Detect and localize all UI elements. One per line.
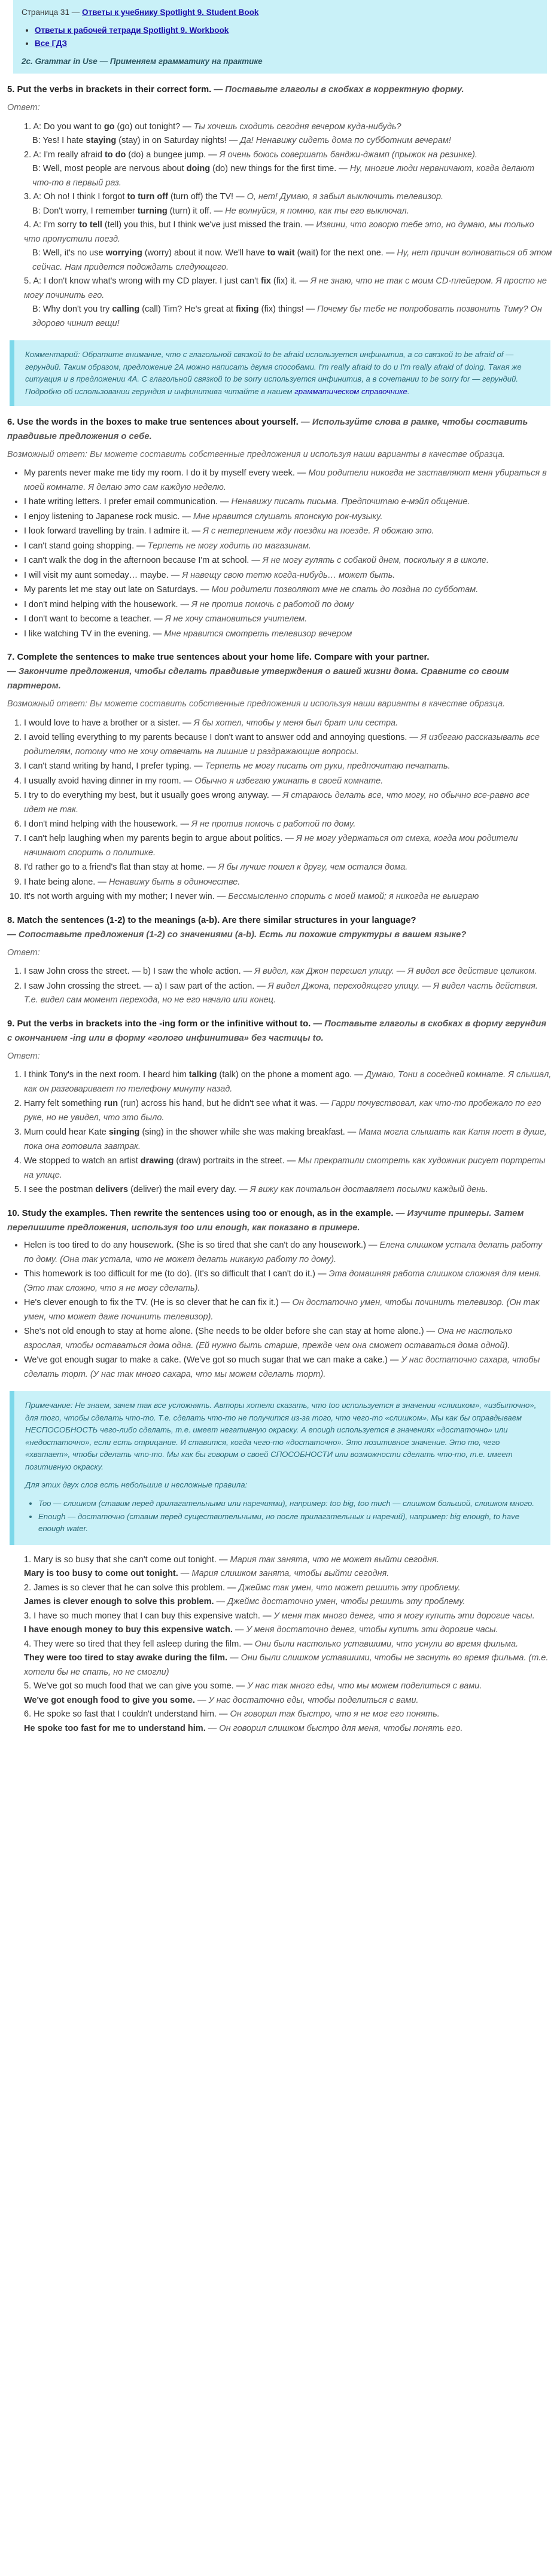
translation: Мне нравится слушать японскую рок-музыку.: [193, 511, 383, 522]
ex9-item: [24, 1154, 553, 1182]
item-text: (stay) in on Saturday nights! —: [116, 136, 241, 146]
ex10-answer: [24, 1651, 553, 1679]
translation: Мои родители позволяют мне не спать до поздна по субботам.: [211, 585, 479, 595]
item-text: It's not worth arguing with my mother; I never win. —: [24, 892, 229, 902]
ex6-item: [24, 569, 553, 583]
ex7-item: [24, 775, 553, 788]
item-text: 5. We've got so much food that we can give you some. —: [24, 1681, 248, 1691]
item-text: (worry) about it now. We'll have: [142, 248, 267, 258]
item-text: I'd rather go to a friend's flat than stay at home. —: [24, 862, 218, 873]
ex7-item: [24, 876, 553, 889]
ex10-answers: [7, 1553, 553, 1736]
answer-sentence: He spoke too fast for me to understand him.: [24, 1723, 206, 1733]
answer-sentence: Mary is too busy to come out tonight.: [24, 1569, 178, 1579]
translation: Я вижу как почтальон доставляет посылки каждый день.: [249, 1185, 488, 1195]
answer-label: Ответ:: [7, 103, 40, 113]
item-text: 1. A: Do you want to: [24, 121, 104, 132]
ex6-item: [24, 612, 553, 626]
ex6-answers: [7, 467, 553, 641]
ex6-intro: Возможный ответ: Вы можете составить собственные предложения и используя наши варианты в качестве образца.: [7, 449, 506, 459]
ex5-item: [24, 190, 553, 204]
ex6-item: [24, 495, 553, 509]
all-gdz-link[interactable]: Все ГДЗ: [35, 38, 68, 48]
answer-word: calling: [112, 304, 140, 315]
item-text: I will visit my aunt someday… maybe. —: [24, 570, 182, 580]
item-text: I can't stand going shopping. —: [24, 541, 148, 551]
item-text: 1. Mary is so busy that she can't come out tonight. —: [24, 1554, 230, 1565]
item-text: I can't help laughing when my parents begin to argue about politics. —: [24, 834, 296, 844]
ex10-answer: [24, 1623, 553, 1637]
answer-word: talking: [188, 1070, 217, 1080]
item-text: I enjoy listening to Japanese rock music. —: [24, 511, 193, 522]
ex10-title: 10. Study the examples. Then rewrite the sentences using too or enough, as in the example. — Изучите примеры. Затем перепишите предложения, используя too или enough, как показано в примере.: [7, 1208, 524, 1233]
answer-word: to do: [104, 150, 126, 160]
item-text: 5. A: I don't know what's wrong with my CD player. I just can't: [24, 276, 261, 286]
item-text: I don't want to become a teacher. —: [24, 614, 165, 624]
ex10-question: [24, 1581, 553, 1595]
translation: Я не могу удержаться от смеха, когда мои родители начинают спорить о политике.: [24, 834, 518, 858]
item-text: (wait) for the next one. —: [294, 248, 397, 258]
student-book-link[interactable]: Ответы к учебнику Spotlight 9. Student Book: [81, 8, 259, 17]
answer-word: to wait: [267, 248, 295, 258]
translation: Терпеть не могу писать от руки, предпочитаю печатать.: [205, 761, 451, 772]
item-text: (fix) things! —: [258, 304, 318, 315]
item-text: (talk) on the phone a moment ago. —: [217, 1070, 366, 1080]
translation: Бессмысленно спорить с моей мамой; я никогда не выиграю: [228, 892, 479, 902]
ex10-example: [24, 1325, 553, 1353]
answer-word: drawing: [140, 1156, 174, 1166]
too-enough-note: Примечание: Не знаем, зачем так все усложнять. Авторы хотели сказать, что too используется в значении «слишком», «избыточно», для того, чтобы сделать что-то. Т.е. сделать что-то не получится из-за того, что чего-то «слишком». Мы как бы оправдываем НЕСПОСОБНОСТЬ чего-либо сделать, т.е. имеет негативную окраску. А enough используется в значениях «достаточно» или «недостаточно», если есть отрицание. И ставится, когда чего-то «достаточно». Это позитивное значение. Это то, чего «хватает», чтобы сделать что-то. Мы как бы говорим о своей СПОСОБНОСТИ или возможности сделать что-то, т.е. имеет позитивную окраску. Для этих двух слов есть небольшие и несложные правила: • Too — слишком (ставим перед прилагательными или наречиями), например: too big, too much — слишком большой, слишком много. • Enough — достаточно (ставим перед существительными, но после прилагательных и наречий), например: big enough, to have enough water.: [10, 1391, 550, 1545]
answer-word: go: [104, 121, 115, 132]
answer-word: staying: [86, 136, 117, 146]
translation: Не волнуйся, я помню, как ты его выключал.: [225, 206, 409, 216]
item-text: My parents never make me tidy my room. I do it by myself every week. —: [24, 468, 309, 478]
ex10-example: [24, 1239, 553, 1267]
ex6-item: [24, 583, 553, 597]
ex5-item: [24, 218, 553, 246]
answer-word: delivers: [95, 1185, 129, 1195]
item-text: I don't mind helping with the housework. —: [24, 599, 192, 609]
translation: Он говорил так быстро, что я не мог его понять.: [230, 1709, 440, 1720]
answer-word: turning: [137, 206, 168, 216]
item-text: I saw John cross the street. — b) I saw the whole action. —: [24, 967, 255, 977]
ex9-answers: [7, 1068, 553, 1197]
item-text: 3. I have so much money that I can buy this expensive watch. —: [24, 1611, 274, 1621]
item-text: (deliver) the mail every day. —: [128, 1185, 250, 1195]
ex7-item: [24, 731, 553, 759]
item-text: We stopped to watch an artist: [24, 1156, 141, 1166]
translation: Мои родители никогда не заставляют меня убираться в моей комнате. Я делаю это сам каждую неделю.: [24, 468, 547, 492]
item-text: (do) a bungee jump. —: [126, 150, 220, 160]
ex5-item: [24, 134, 553, 148]
header-links: [22, 24, 538, 50]
ex6-title: 6. Use the words in the boxes to make true sentences about yourself. — Используйте слова в рамке, чтобы составить правдивые предложения о себе.: [7, 417, 528, 441]
ex10-examples: [7, 1239, 553, 1382]
ex10-question: [24, 1708, 553, 1721]
translation: Я избегаю рассказывать все родителям, потому что не хочу отвечать на лишние и раздражающие вопросы.: [24, 733, 540, 757]
answer-word: worrying: [105, 248, 142, 258]
ex5-item: [24, 205, 553, 218]
item-text: I think Tony's in the next room. I heard him: [24, 1070, 189, 1080]
answer-sentence: We've got enough food to give you some.: [24, 1695, 195, 1705]
ex9-item: [24, 1183, 553, 1197]
item-text: I avoid telling everything to my parents because I don't want to answer odd and annoying questions. —: [24, 733, 421, 743]
ex8-item: [24, 980, 553, 1008]
answer-sentence: I have enough money to buy this expensive watch.: [24, 1625, 233, 1635]
ex6-item: [24, 627, 553, 641]
translation: Они были настолько уставшими, что уснули во время фильма.: [254, 1639, 519, 1649]
ex8-title: 8. Match the sentences (1-2) to the meanings (a-b). Are there similar structures in your language? — Сопоставьте предложения (1-2) со значениями (a-b). Есть ли похожие структуры в вашем языке?: [7, 915, 467, 940]
item-text: I look forward travelling by train. I admire it. —: [24, 526, 203, 536]
item-text: (turn) it off. —: [167, 206, 226, 216]
translation: Я не против помочь с работой по дому: [191, 599, 354, 609]
ex7-item: [24, 832, 553, 860]
translation: Она не настолько взрослая, чтобы оставаться дома одна. (Ей нужно быть старше, прежде чем она сможет оставаться дома одной).: [24, 1327, 513, 1351]
item-text: 2. A: I'm really afraid: [24, 150, 105, 160]
rule-too: • Too — слишком (ставим перед прилагательными или наречиями), например: too big, too much — слишком большой, слишком много.: [38, 1498, 540, 1510]
item-text: I can't walk the dog in the afternoon because I'm at school. —: [24, 556, 263, 566]
ex10-answer: [24, 1595, 553, 1609]
page-label-line: [22, 6, 538, 19]
page-label: Страница 31 —: [22, 8, 80, 17]
ex6-item: [24, 539, 553, 553]
ex6-item: [24, 525, 553, 538]
item-text: (do) new things for the first time. —: [210, 164, 350, 174]
translation: У нас достаточно сахара, чтобы сделать торт. (У нас так много сахара, что мы можем сделать торт).: [24, 1355, 540, 1379]
item-text: B: Well, it's no use: [32, 248, 106, 258]
section-subtitle: 2c. Grammar in Use — Применяем грамматику на практике: [22, 56, 263, 66]
grammar-reference-link[interactable]: грамматическом справочнике: [294, 386, 407, 396]
translation: Я не хочу становиться учителем.: [165, 614, 308, 624]
translation: Мама могла слышать как Катя поет в душе, пока она готовила завтрак.: [24, 1127, 547, 1151]
item-text: (sing) in the shower while she was making breakfast. —: [139, 1127, 359, 1138]
translation: У нас так много еды, что мы можем поделиться с вами.: [247, 1681, 482, 1691]
item-text: She's not old enough to stay at home alone. (She needs to be older before she can stay at home alone.) —: [24, 1327, 438, 1337]
answer-sentence: They were too tired to stay awake during the film.: [24, 1653, 228, 1663]
translation: — У нас достаточно еды, чтобы поделиться с вами.: [194, 1695, 419, 1705]
answer-word: run: [104, 1099, 118, 1109]
ex5-item: [24, 303, 553, 331]
item-text: (go) out tonight? —: [114, 121, 194, 132]
translation: Ненавижу писать письма. Предпочитаю е-мэйл общение.: [231, 497, 470, 507]
item-text: We've got enough sugar to make a cake. (We've got so much sugar that we can make a cake.) —: [24, 1355, 401, 1365]
ex7-answers: [7, 717, 553, 904]
answer-label: Ответ:: [7, 1051, 40, 1061]
ex6-item: [24, 598, 553, 612]
translation: Он достаточно умен, чтобы починить телевизор. (Он так умен, что может даже починить телевизор).: [24, 1298, 540, 1322]
translation: Я не могу гулять с собакой днем, поскольку я в школе.: [262, 556, 489, 566]
rule-enough: • Enough — достаточно (ставим перед существительными, но после прилагательных и наречий), например: big enough, to have enough water.: [38, 1511, 540, 1535]
translation: Я не знаю, что не так с моим CD-плейером. Я просто не могу починить его.: [24, 276, 547, 300]
item-text: I don't mind helping with the housework. —: [24, 819, 192, 829]
translation: Терпеть не могу ходить по магазинам.: [147, 541, 311, 551]
ex6-item: [24, 467, 553, 495]
item-text: 2. James is so clever that he can solve this problem. —: [24, 1583, 239, 1593]
ex7-item: [24, 789, 553, 817]
item-text: I usually avoid having dinner in my room. —: [24, 776, 195, 786]
ex7-item: [24, 760, 553, 773]
item-text: (run) across his hand, but he didn't see what it was. —: [118, 1099, 331, 1109]
translation: — Джеймс достаточно умен, чтобы решить эту проблему.: [214, 1597, 465, 1607]
translation: — Мария слишком занята, чтобы выйти сегодня.: [178, 1569, 389, 1579]
ex10-example: [24, 1267, 553, 1295]
answer-label: Ответ:: [7, 947, 40, 958]
translation: Ну, нет причин волноваться об этом сейчас. Нам придется подождать следующего.: [32, 248, 552, 272]
ex7-item: [24, 890, 553, 904]
translation: Елена слишком устала делать работу по дому. (Она так устала, что не может делать никакую работу по дому).: [24, 1240, 543, 1264]
grammar-note: Комментарий: Обратите внимание, что с глагольной связкой to be afraid используется инфинитив, а со связкой to be afraid of — герундий. Таким образом, предложение 2A можно написать двумя способами. I'm really afraid to do и I'm really afraid of doing. Такая же ситуация и в предложении 4A. С глагольной связкой to be sorry используется инфинитив, а в сочетании to be sorry for — герундий. Подробно об использовании герундия и инфинитива читайте в нашем грамматическом справочнике.: [10, 340, 550, 406]
item-text: He's clever enough to fix the TV. (He is so clever that he can fix it.) —: [24, 1298, 293, 1308]
ex9-title: 9. Put the verbs in brackets into the -ing form or the infinitive without to. — Поставьте глаголы в скобках в форму герундия с окончанием -ing или в форму «голого инфинитива» без частицы to.: [7, 1019, 547, 1043]
translation: Да! Ненавижу сидеть дома по субботним вечерам!: [240, 136, 451, 146]
item-text: B: Yes! I hate: [32, 136, 86, 146]
item-text: (call) Tim? He's great at: [139, 304, 236, 315]
ex9-item: [24, 1126, 553, 1154]
translation: Мария так занята, что не может выйти сегодня.: [230, 1554, 439, 1565]
translation: Я видел, как Джон перешел улицу. — Я видел все действие целиком.: [254, 967, 537, 977]
translation: Я стараюсь делать все, что могу, но обычно все-равно все идет не так.: [24, 791, 530, 815]
translation: Ну, многие люди нервничают, когда делают что-то в первый раз.: [32, 164, 535, 188]
item-text: This homework is too difficult for me (to do). (It's so difficult that I can't do it.) —: [24, 1269, 329, 1279]
item-text: Mum could hear Kate: [24, 1127, 109, 1138]
translation: Мы прекратили смотреть как художник рисует портреты на улице.: [24, 1156, 546, 1180]
translation: Я не против помочь с работой по дому.: [191, 819, 356, 829]
translation: Эта домашняя работа слишком сложная для меня. (Это так сложно, что я не могу сделать).: [24, 1269, 541, 1293]
ex7-item: [24, 861, 553, 874]
ex5-item: [24, 246, 553, 275]
answer-word: to tell: [79, 220, 102, 230]
item-text: Helen is too tired to do any housework. (She is so tired that she can't do any housework.) —: [24, 1240, 380, 1251]
translation: Думаю, Тони в соседней комнате. Я слышал, как он разговаривает по телефону минуту назад.: [24, 1070, 552, 1094]
answer-word: fixing: [235, 304, 259, 315]
translation: Я видел Джона, переходящего улицу. — Я видел часть действия. Т.е. видел сам момент перехода, но не его начало или конец.: [24, 981, 538, 1005]
translation: Ты хочешь сходить сегодня вечером куда-нибудь?: [193, 121, 401, 132]
item-text: (draw) portraits in the street. —: [174, 1156, 299, 1166]
item-text: I saw John crossing the street. — a) I saw part of the action. —: [24, 981, 268, 991]
translation: У меня так много денег, что я могу купить эти дорогие часы.: [273, 1611, 535, 1621]
ex5-item: [24, 275, 553, 303]
answer-word: fix: [260, 276, 271, 286]
item-text: 4. They were so tired that they fell asleep during the film. —: [24, 1639, 255, 1649]
item-text: (tell) you this, but I think we've just missed the train. —: [102, 220, 316, 230]
ex5-answers: [7, 120, 553, 331]
item-text: Harry felt something: [24, 1099, 104, 1109]
translation: Обычно я избегаю ужинать в своей комнате.: [194, 776, 384, 786]
item-text: (fix) it. —: [270, 276, 311, 286]
translation: О, нет! Думаю, я забыл выключить телевизор.: [246, 192, 444, 202]
ex7-intro: Возможный ответ: Вы можете составить собственные предложения и используя наши варианты в качестве образца.: [7, 699, 506, 709]
item-text: I hate being alone. —: [24, 877, 109, 887]
ex10-question: [24, 1609, 553, 1623]
ex8-answers: [7, 965, 553, 1007]
item-text: B: Why don't you try: [32, 304, 112, 315]
translation: Я с нетерпением жду поездки на поезде. Я обожаю это.: [202, 526, 434, 536]
ex5-item: [24, 148, 553, 162]
ex6-item: [24, 510, 553, 524]
translation: — Они были слишком уставшими, чтобы не заснуть во время фильма. (т.е. хотели бы не спать, но не смогли): [24, 1653, 549, 1677]
answer-word: singing: [108, 1127, 140, 1138]
ex8-item: [24, 965, 553, 978]
item-text: 3. A: Oh no! I think I forgot: [24, 192, 127, 202]
item-text: B: Don't worry, I remember: [32, 206, 138, 216]
item-text: (turn off) the TV! —: [168, 192, 247, 202]
ex5-item: [24, 162, 553, 190]
translation: Почему бы тебе не попробовать позвонить Тиму? Он здорово чинит вещи!: [32, 304, 542, 328]
ex7-item: [24, 818, 553, 831]
translation: — Он говорил слишком быстро для меня, чтобы понять его.: [205, 1723, 463, 1733]
translation: Я бы хотел, чтобы у меня был брат или сестра.: [193, 718, 398, 728]
item-text: My parents let me stay out late on Saturdays. —: [24, 585, 212, 595]
translation: Ненавижу быть в одиночестве.: [108, 877, 241, 887]
header-box: [13, 0, 547, 74]
ex7-title: 7. Complete the sentences to make true sentences about your home life. Compare with your partner. — Закончите предложения, чтобы сделать правдивые утверждения о вашей жизни дома. Сравните со своим партнером.: [7, 653, 509, 691]
ex10-answer: [24, 1722, 553, 1736]
translation: Я бы лучше пошел к другу, чем остался дома.: [218, 862, 408, 873]
ex10-question: [24, 1679, 553, 1693]
ex9-item: [24, 1068, 553, 1096]
ex5-title: 5. Put the verbs in brackets in their correct form. — Поставьте глаголы в скобках в корректную форму.: [7, 85, 464, 95]
ex10-answer: [24, 1567, 553, 1581]
ex9-item: [24, 1097, 553, 1125]
workbook-link[interactable]: Ответы к рабочей тетради Spotlight 9. Workbook: [35, 25, 229, 35]
answer-word: doing: [186, 164, 211, 174]
item-text: I would love to have a brother or a sister. —: [24, 718, 194, 728]
item-text: I hate writing letters. I prefer email communication. —: [24, 497, 232, 507]
item-text: 4. A: I'm sorry: [24, 220, 80, 230]
item-text: I try to do everything my best, but it usually goes wrong anyway. —: [24, 791, 283, 801]
item-text: I see the postman: [24, 1185, 96, 1195]
answer-sentence: James is clever enough to solve this problem.: [24, 1597, 214, 1607]
translation: Джеймс так умен, что может решить эту проблему.: [238, 1583, 461, 1593]
translation: Извини, что говорю тебе это, но думаю, мы только что пропустили поезд.: [24, 220, 534, 244]
ex5-item: [24, 120, 553, 134]
ex10-question: [24, 1638, 553, 1651]
item-text: 6. He spoke so fast that I couldn't understand him. —: [24, 1709, 230, 1720]
item-text: B: Well, most people are nervous about: [32, 164, 187, 174]
ex10-example: [24, 1353, 553, 1382]
item-text: I can't stand writing by hand, I prefer typing. —: [24, 761, 205, 772]
ex7-item: [24, 717, 553, 730]
translation: Я навещу свою тетю когда-нибудь… может быть.: [182, 570, 395, 580]
answer-word: to turn off: [127, 192, 168, 202]
ex6-item: [24, 554, 553, 568]
translation: — У меня достаточно денег, чтобы купить эти дорогие часы.: [232, 1625, 498, 1635]
translation: Я очень боюсь совершать банджи-джамп (прыжок на резинке).: [219, 150, 477, 160]
ex10-question: [24, 1553, 553, 1567]
item-text: I like watching TV in the evening. —: [24, 629, 165, 639]
ex10-answer: [24, 1694, 553, 1708]
ex10-example: [24, 1296, 553, 1324]
translation: Гарри почувствовал, как что-то пробежало по его руке, но не увидел, что это было.: [24, 1099, 541, 1123]
translation: Мне нравится смотреть телевизор вечером: [164, 629, 352, 639]
